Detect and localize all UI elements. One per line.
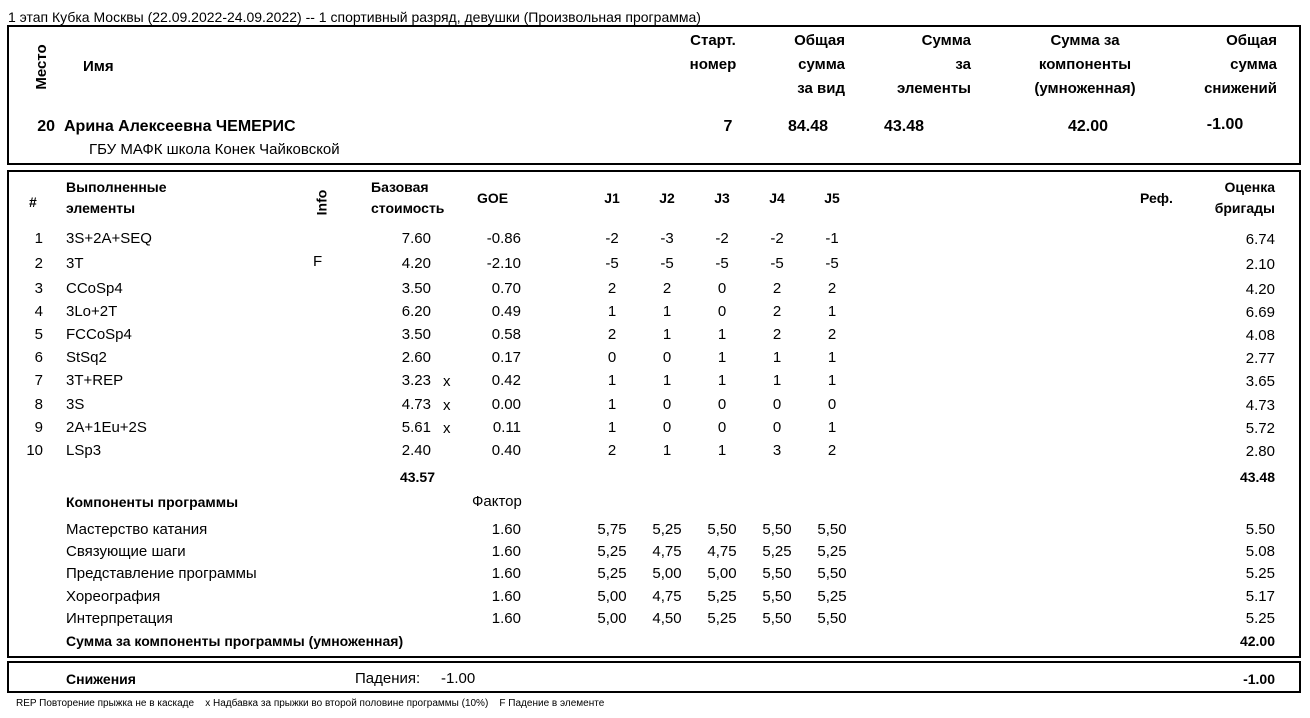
element-goe: 0.49 bbox=[491, 303, 521, 320]
component-judge-score-2: 4,75 bbox=[652, 588, 682, 605]
element-panel-score: 4.20 bbox=[1245, 281, 1275, 298]
element-panel-score: 2.77 bbox=[1245, 350, 1275, 367]
component-factor: 1.60 bbox=[491, 521, 521, 538]
element-goe: 0.17 bbox=[491, 349, 521, 366]
col-panel-score-header-line1: Оценка bbox=[1224, 179, 1275, 195]
element-judge-score-2: 2 bbox=[662, 280, 672, 297]
col-info-header: Info bbox=[313, 189, 330, 216]
element-judge-score-4: 2 bbox=[772, 280, 782, 297]
component-judge-score-5: 5,50 bbox=[817, 521, 847, 538]
component-judge-score-4: 5,25 bbox=[762, 543, 792, 560]
col-base-header-line2: стоимость bbox=[371, 200, 445, 216]
component-judge-score-3: 5,25 bbox=[707, 588, 737, 605]
element-judge-score-1: 1 bbox=[607, 372, 617, 389]
element-number: 3 bbox=[34, 280, 43, 297]
element-judge-score-4: 0 bbox=[772, 419, 782, 436]
element-base-value: 4.73 bbox=[401, 396, 431, 413]
col-panel-score-header-line2: бригады bbox=[1214, 200, 1275, 216]
component-panel-score: 5.25 bbox=[1245, 565, 1275, 582]
element-base-value: 7.60 bbox=[401, 230, 431, 247]
element-goe: 0.00 bbox=[491, 396, 521, 413]
details-box bbox=[7, 170, 1301, 658]
element-bonus-marker: x bbox=[443, 397, 451, 414]
component-judge-score-5: 5,50 bbox=[817, 565, 847, 582]
deductions-total: -1.00 bbox=[1243, 671, 1275, 687]
element-judge-score-1: -5 bbox=[605, 255, 619, 272]
element-judge-score-1: 2 bbox=[607, 326, 617, 343]
element-code: 3T bbox=[66, 255, 84, 272]
element-judge-score-4: -2 bbox=[770, 230, 784, 247]
element-judge-score-2: 0 bbox=[662, 419, 672, 436]
components-score-header-line3: (умноженная) bbox=[1034, 80, 1136, 97]
element-judge-score-5: -1 bbox=[825, 230, 839, 247]
component-panel-score: 5.17 bbox=[1245, 588, 1275, 605]
legend-f: F Падение в элементе bbox=[499, 698, 605, 709]
element-panel-score: 2.10 bbox=[1245, 256, 1275, 273]
components-score-header bbox=[1015, 29, 1155, 101]
col-goe-header: GOE bbox=[477, 190, 509, 206]
element-judge-score-4: 1 bbox=[772, 349, 782, 366]
element-judge-score-2: -3 bbox=[660, 230, 674, 247]
component-judge-score-3: 5,50 bbox=[707, 521, 737, 538]
base-value-total: 43.57 bbox=[399, 469, 435, 485]
element-judge-score-2: 1 bbox=[662, 372, 672, 389]
total-score-header-line3: за вид bbox=[797, 80, 845, 97]
element-judge-score-4: -5 bbox=[770, 255, 784, 272]
element-code: 3S bbox=[66, 396, 85, 413]
element-number: 10 bbox=[26, 442, 43, 459]
deductions-label: Снижения bbox=[66, 671, 136, 687]
skater-place: 20 bbox=[37, 118, 55, 135]
element-base-value: 2.40 bbox=[401, 442, 431, 459]
skater-summary-box bbox=[7, 25, 1301, 165]
element-judge-score-4: 3 bbox=[772, 442, 782, 459]
component-panel-score: 5.08 bbox=[1245, 543, 1275, 560]
element-panel-score: 3.65 bbox=[1245, 373, 1275, 390]
judge-header-2: J2 bbox=[659, 190, 675, 206]
element-judge-score-1: 2 bbox=[607, 280, 617, 297]
element-code: 3Lo+2T bbox=[66, 303, 118, 320]
total-score-header-line1: Общая bbox=[794, 32, 845, 49]
component-judge-score-3: 4,75 bbox=[707, 543, 737, 560]
component-panel-score: 5.25 bbox=[1245, 610, 1275, 627]
skater-total-score: 84.48 bbox=[787, 118, 829, 135]
component-factor: 1.60 bbox=[491, 588, 521, 605]
element-base-value: 3.50 bbox=[401, 280, 431, 297]
element-judge-score-5: 1 bbox=[827, 303, 837, 320]
element-judge-score-3: -5 bbox=[715, 255, 729, 272]
name-header: Имя bbox=[83, 58, 114, 75]
component-judge-score-2: 4,50 bbox=[652, 610, 682, 627]
col-number-header: # bbox=[29, 194, 37, 210]
element-goe: -2.10 bbox=[486, 255, 521, 272]
element-number: 6 bbox=[34, 349, 43, 366]
col-ref-header: Реф. bbox=[1140, 190, 1173, 206]
components-title: Компоненты программы bbox=[66, 494, 239, 510]
element-number: 2 bbox=[34, 255, 43, 272]
components-score-header-line1: Сумма за bbox=[1050, 32, 1120, 49]
element-goe: 0.11 bbox=[492, 419, 521, 436]
component-judge-score-2: 5,25 bbox=[652, 521, 682, 538]
element-judge-score-3: 1 bbox=[717, 442, 727, 459]
elements-score-header-line3: элементы bbox=[896, 80, 971, 97]
judge-header-3: J3 bbox=[714, 190, 730, 206]
element-judge-score-2: 1 bbox=[662, 326, 672, 343]
element-goe: 0.70 bbox=[491, 280, 521, 297]
skater-deductions: -1.00 bbox=[1206, 116, 1244, 133]
component-judge-score-4: 5,50 bbox=[762, 588, 792, 605]
element-code: CCoSp4 bbox=[66, 280, 123, 297]
skater-club: ГБУ МАФК школа Конек Чайковской bbox=[89, 141, 340, 158]
element-judge-score-5: 1 bbox=[827, 419, 837, 436]
skater-elements-score: 43.48 bbox=[883, 118, 925, 135]
elements-score-header-line2: за bbox=[955, 56, 971, 73]
element-goe: 0.58 bbox=[491, 326, 521, 343]
component-judge-score-1: 5,25 bbox=[597, 565, 627, 582]
page-title: 1 этап Кубка Москвы (22.09.2022-24.09.2022) -- 1 спортивный разряд, девушки (Произвольная программа) bbox=[8, 9, 701, 25]
deductions-header-line2: сумма bbox=[1230, 56, 1277, 73]
component-name: Связующие шаги bbox=[66, 543, 186, 560]
component-judge-score-4: 5,50 bbox=[762, 610, 792, 627]
element-base-value: 6.20 bbox=[401, 303, 431, 320]
legend-x: x Надбавка за прыжки во второй половине программы (10%) bbox=[205, 698, 489, 709]
component-judge-score-1: 5,00 bbox=[597, 588, 627, 605]
component-judge-score-4: 5,50 bbox=[762, 565, 792, 582]
element-judge-score-2: 1 bbox=[662, 442, 672, 459]
element-judge-score-2: 0 bbox=[662, 396, 672, 413]
component-judge-score-1: 5,00 bbox=[597, 610, 627, 627]
component-name: Представление программы bbox=[66, 565, 257, 582]
component-judge-score-2: 4,75 bbox=[652, 543, 682, 560]
element-judge-score-4: 0 bbox=[772, 396, 782, 413]
element-judge-score-3: 1 bbox=[717, 372, 727, 389]
element-judge-score-4: 1 bbox=[772, 372, 782, 389]
start-number-header bbox=[673, 29, 753, 77]
col-base-header-line1: Базовая bbox=[371, 179, 429, 195]
element-judge-score-3: 0 bbox=[717, 280, 727, 297]
element-judge-score-5: 1 bbox=[827, 349, 837, 366]
start-number-header-line1: Старт. bbox=[690, 32, 736, 49]
skater-components-score: 42.00 bbox=[1067, 118, 1109, 135]
col-base-header bbox=[371, 177, 444, 219]
element-judge-score-1: 2 bbox=[607, 442, 617, 459]
col-elements-header bbox=[66, 177, 167, 219]
total-score-header bbox=[757, 29, 845, 101]
element-judge-score-3: 1 bbox=[717, 326, 727, 343]
element-code: LSp3 bbox=[66, 442, 102, 459]
element-judge-score-3: 0 bbox=[717, 303, 727, 320]
component-name: Хореография bbox=[66, 588, 161, 605]
component-judge-score-4: 5,50 bbox=[762, 521, 792, 538]
element-base-value: 4.20 bbox=[401, 255, 431, 272]
element-judge-score-5: -5 bbox=[825, 255, 839, 272]
element-judge-score-5: 0 bbox=[827, 396, 837, 413]
component-factor: 1.60 bbox=[491, 543, 521, 560]
element-info: F bbox=[313, 253, 323, 270]
element-panel-score: 6.69 bbox=[1245, 304, 1275, 321]
component-judge-score-3: 5,25 bbox=[707, 610, 737, 627]
legend-rep: REP Повторение прыжка не в каскаде bbox=[16, 698, 195, 709]
element-judge-score-1: 1 bbox=[607, 419, 617, 436]
start-number-header-line2: номер bbox=[689, 56, 737, 73]
element-number: 9 bbox=[34, 419, 43, 436]
element-judge-score-4: 2 bbox=[772, 303, 782, 320]
component-judge-score-5: 5,25 bbox=[817, 588, 847, 605]
element-judge-score-1: 1 bbox=[607, 396, 617, 413]
element-judge-score-2: -5 bbox=[660, 255, 674, 272]
element-panel-score: 4.73 bbox=[1245, 397, 1275, 414]
element-code: StSq2 bbox=[66, 349, 107, 366]
component-judge-score-5: 5,50 bbox=[817, 610, 847, 627]
deductions-box bbox=[7, 661, 1301, 693]
element-judge-score-1: -2 bbox=[605, 230, 619, 247]
component-judge-score-5: 5,25 bbox=[817, 543, 847, 560]
elements-score-total: 43.48 bbox=[1239, 469, 1275, 485]
element-bonus-marker: x bbox=[443, 373, 451, 390]
element-code: 3T+REP bbox=[66, 372, 124, 389]
element-code: 3S+2A+SEQ bbox=[66, 230, 152, 247]
factor-header: Фактор bbox=[472, 493, 522, 510]
element-judge-score-4: 2 bbox=[772, 326, 782, 343]
deductions-header bbox=[1169, 29, 1277, 101]
element-goe: 0.42 bbox=[491, 372, 521, 389]
element-goe: -0.86 bbox=[486, 230, 521, 247]
falls-value: -1.00 bbox=[441, 670, 476, 687]
elements-score-header-line1: Сумма bbox=[921, 32, 971, 49]
deductions-header-line3: снижений bbox=[1204, 80, 1277, 97]
elements-score-header bbox=[869, 29, 971, 101]
element-judge-score-5: 1 bbox=[827, 372, 837, 389]
element-code: FCCoSp4 bbox=[66, 326, 132, 343]
element-base-value: 2.60 bbox=[401, 349, 431, 366]
element-panel-score: 2.80 bbox=[1245, 443, 1275, 460]
component-name: Мастерство катания bbox=[66, 521, 208, 538]
element-goe: 0.40 bbox=[491, 442, 521, 459]
element-code: 2A+1Eu+2S bbox=[66, 419, 147, 436]
judge-header-4: J4 bbox=[769, 190, 785, 206]
components-total-label: Сумма за компоненты программы (умноженная) bbox=[66, 633, 404, 649]
element-bonus-marker: x bbox=[443, 420, 451, 437]
falls-label: Падения: bbox=[355, 670, 421, 687]
component-judge-score-3: 5,00 bbox=[707, 565, 737, 582]
element-number: 7 bbox=[34, 372, 43, 389]
element-judge-score-3: 0 bbox=[717, 396, 727, 413]
element-judge-score-5: 2 bbox=[827, 280, 837, 297]
judge-header-5: J5 bbox=[824, 190, 840, 206]
skater-name: Арина Алексеевна ЧЕМЕРИС bbox=[64, 118, 296, 135]
element-judge-score-2: 1 bbox=[662, 303, 672, 320]
component-name: Интерпретация bbox=[66, 610, 173, 627]
component-judge-score-1: 5,75 bbox=[597, 521, 627, 538]
component-factor: 1.60 bbox=[491, 565, 521, 582]
element-number: 1 bbox=[34, 230, 43, 247]
element-judge-score-1: 0 bbox=[607, 349, 617, 366]
element-base-value: 3.23 bbox=[401, 372, 431, 389]
components-total-value: 42.00 bbox=[1239, 633, 1275, 649]
skater-start-number: 7 bbox=[723, 118, 733, 135]
legend bbox=[16, 698, 604, 709]
component-panel-score: 5.50 bbox=[1245, 521, 1275, 538]
element-panel-score: 5.72 bbox=[1245, 420, 1275, 437]
element-number: 4 bbox=[34, 303, 43, 320]
element-judge-score-3: 0 bbox=[717, 419, 727, 436]
col-elements-header-line2: элементы bbox=[66, 200, 136, 216]
component-judge-score-1: 5,25 bbox=[597, 543, 627, 560]
col-elements-header-line1: Выполненные bbox=[66, 179, 167, 195]
element-judge-score-1: 1 bbox=[607, 303, 617, 320]
col-panel-score-header bbox=[1189, 177, 1275, 219]
element-base-value: 3.50 bbox=[401, 326, 431, 343]
component-judge-score-2: 5,00 bbox=[652, 565, 682, 582]
element-judge-score-3: -2 bbox=[715, 230, 729, 247]
element-panel-score: 6.74 bbox=[1245, 231, 1275, 248]
judge-header-1: J1 bbox=[604, 190, 620, 206]
total-score-header-line2: сумма bbox=[798, 56, 845, 73]
element-base-value: 5.61 bbox=[401, 419, 431, 436]
components-score-header-line2: компоненты bbox=[1038, 56, 1132, 73]
element-panel-score: 4.08 bbox=[1245, 327, 1275, 344]
element-judge-score-2: 0 bbox=[662, 349, 672, 366]
deductions-header-line1: Общая bbox=[1226, 32, 1277, 49]
place-header: Место bbox=[33, 44, 50, 90]
element-judge-score-3: 1 bbox=[717, 349, 727, 366]
component-factor: 1.60 bbox=[491, 610, 521, 627]
element-number: 5 bbox=[34, 326, 43, 343]
element-judge-score-5: 2 bbox=[827, 442, 837, 459]
element-judge-score-5: 2 bbox=[827, 326, 837, 343]
element-number: 8 bbox=[34, 396, 43, 413]
